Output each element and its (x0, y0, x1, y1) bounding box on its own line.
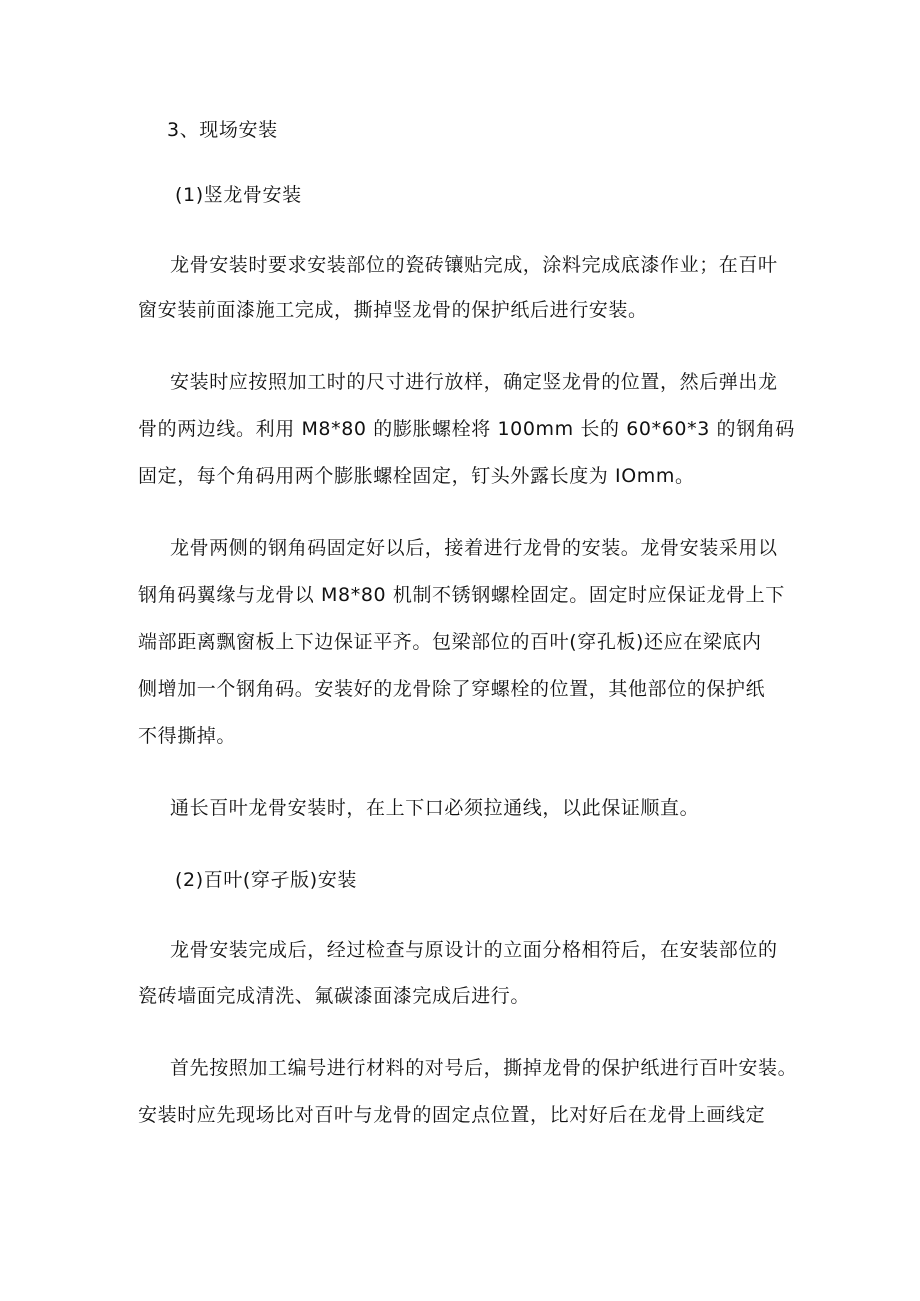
paragraph-line: 通长百叶龙骨安装时，在上下口必须拉通线，以此保证顺直。 (170, 797, 700, 819)
paragraph-line: 龙骨两侧的钢角码固定好以后，接着进行龙骨的安装。龙骨安装采用以 (170, 537, 778, 559)
paragraph-line: 瓷砖墙面完成清洗、氟碳漆面漆完成后进行。 (138, 985, 531, 1007)
paragraph-line: 固定，每个角码用两个膨胀螺栓固定，钉头外露长度为 IOmm。 (138, 465, 695, 487)
paragraph-line: 端部距离飘窗板上下边保证平齐。包梁部位的百叶(穿孔板)还应在梁底内 (138, 631, 762, 653)
subsection-title-louver: (2)百叶(穿孑版)安装 (175, 869, 357, 891)
paragraph-line: 骨的两边线。利用 M8*80 的膨胀螺栓将 100mm 长的 60*60*3 的钢角码 (138, 418, 795, 440)
paragraph-line: 窗安装前面漆施工完成，撕掉竖龙骨的保护纸后进行安装。 (138, 299, 648, 321)
paragraph-line: 龙骨安装时要求安装部位的瓷砖镶贴完成，涂料完成底漆作业；在百叶 (170, 254, 778, 276)
paragraph-line: 钢角码翼缘与龙骨以 M8*80 机制不锈钢螺栓固定。固定时应保证龙骨上下 (138, 584, 785, 606)
section-title: 3、现场安装 (167, 119, 278, 141)
paragraph-line: 安装时应按照加工时的尺寸进行放样，确定竖龙骨的位置，然后弹出龙 (170, 371, 778, 393)
subsection-title-vertical-keel: (1)竖龙骨安装 (175, 184, 302, 206)
paragraph-line: 龙骨安装完成后，经过检查与原设计的立面分格相符后，在安装部位的 (170, 939, 778, 961)
paragraph-line: 安装时应先现场比对百叶与龙骨的固定点位置，比对好后在龙骨上画线定 (138, 1104, 766, 1126)
paragraph-line: 不得撕掉。 (138, 725, 237, 747)
paragraph-line: 首先按照加工编号进行材料的对号后，撕掉龙骨的保护纸进行百叶安装。 (170, 1057, 798, 1079)
paragraph-line: 侧增加一个钢角码。安装好的龙骨除了穿螺栓的位置，其他部位的保护纸 (138, 678, 766, 700)
